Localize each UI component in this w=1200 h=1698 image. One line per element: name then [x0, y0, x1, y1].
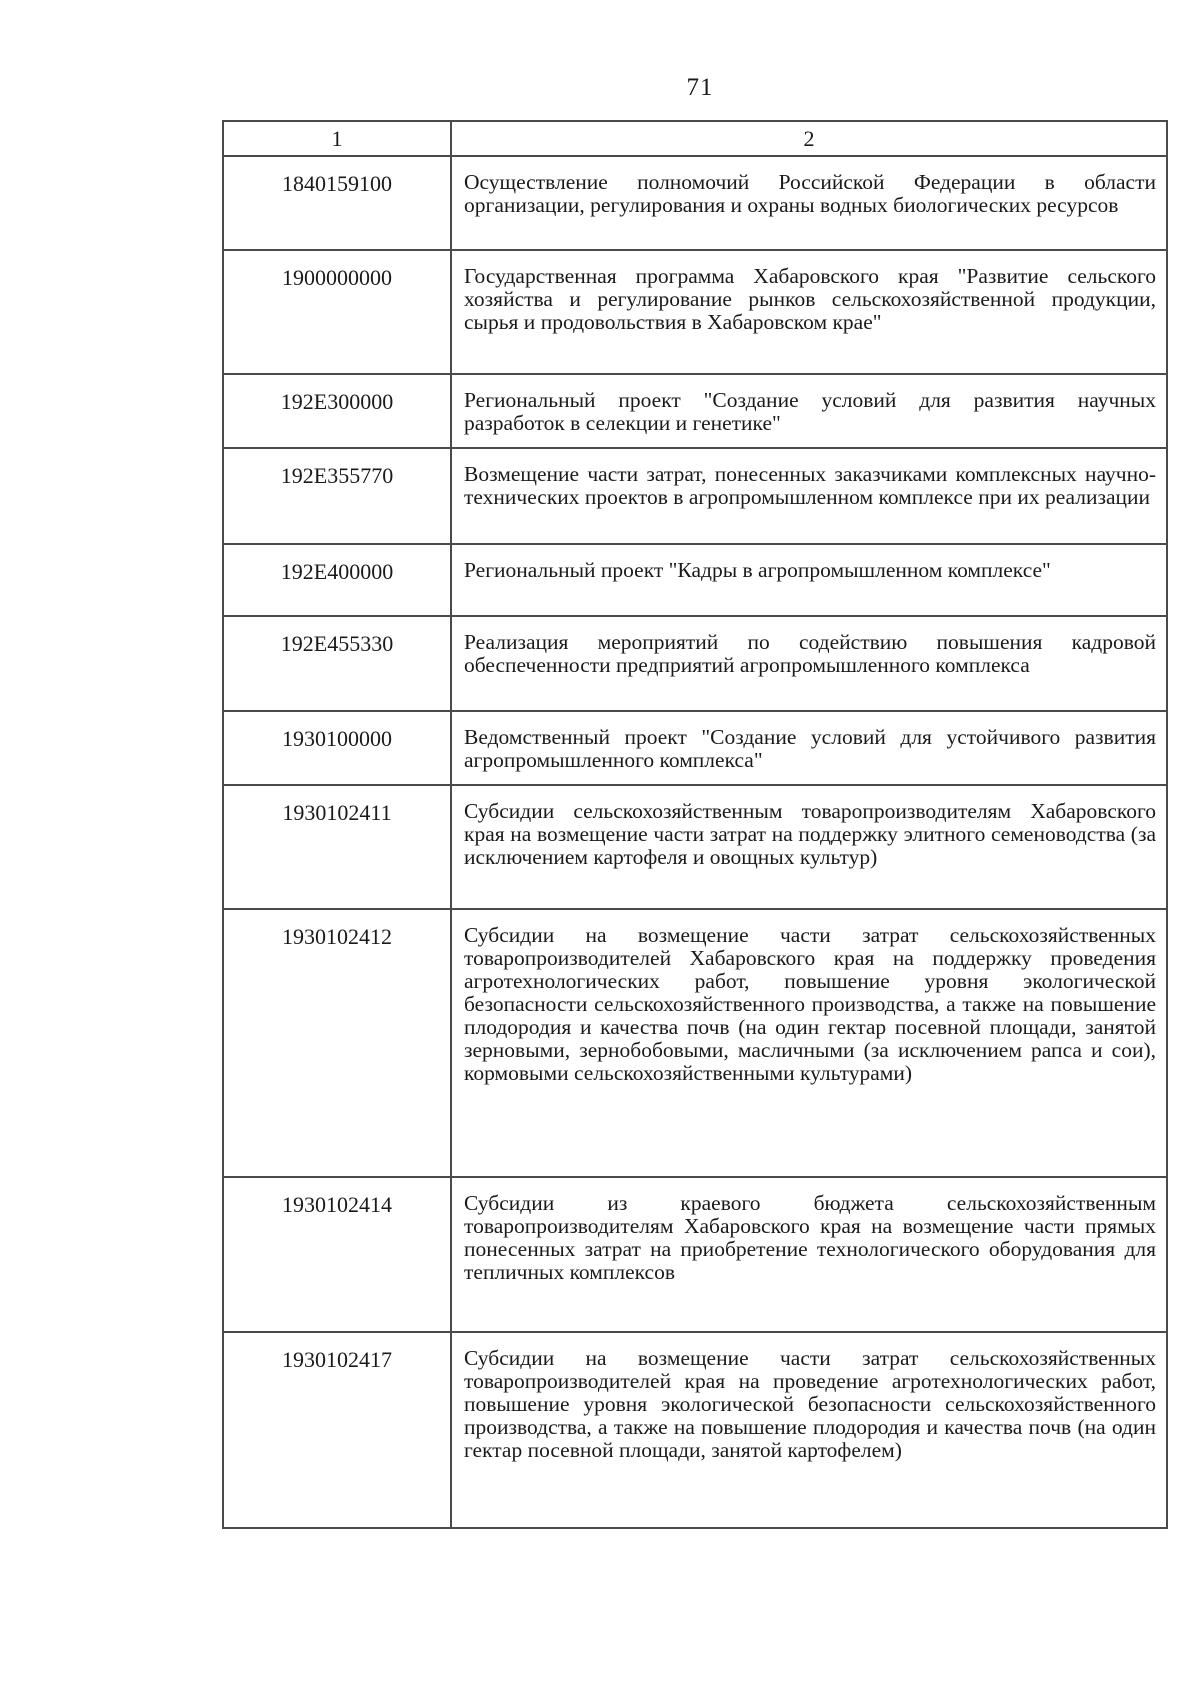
table-row: [223, 156, 1167, 250]
row-description: Субсидии на возмещение части затрат сельскохозяйственных товаропроизводителей края на проведение агротехнологических работ, повышение уровня экологической безопасности сельскохозяйственного производства, а также на повышение плодородия и качества почв (на один гектар посевной площади, занятой картофелем): [451, 1332, 1167, 1528]
table-row: [223, 711, 1167, 785]
row-description: Государственная программа Хабаровского края "Развитие сельского хозяйства и регулирование рынков сельскохозяйственной продукции, сырья и продовольствия в Хабаровском крае": [451, 250, 1167, 374]
row-description: Субсидии на возмещение части затрат сельскохозяйственных товаропроизводителей Хабаровского края на поддержку проведения агротехнологических работ, повышение уровня экологической безопасности сельскохозяйственного производства, а также на повышение плодородия и качества почв (на один гектар посевной площади, занятой зерновыми, зернобобовыми, масличными (за исключением рапса и сои), кормовыми сельскохозяйственными культурами): [451, 909, 1167, 1177]
row-description: Субсидии сельскохозяйственным товаропроизводителям Хабаровского края на возмещение части затрат на поддержку элитного семеноводства (за исключением картофеля и овощных культур): [451, 785, 1167, 909]
column-header-description: 2: [451, 121, 1167, 156]
table-header-row: [223, 121, 1167, 156]
row-code: 1900000000: [223, 250, 451, 374]
table-row: [223, 448, 1167, 544]
table-row: [223, 250, 1167, 374]
column-header-code: 1: [223, 121, 451, 156]
table-row: [223, 544, 1167, 616]
row-description: Региональный проект "Создание условий для развития научных разработок в селекции и генетике": [451, 374, 1167, 448]
row-description: Субсидии из краевого бюджета сельскохозяйственным товаропроизводителям Хабаровского края на возмещение части прямых понесенных затрат на приобретение технологического оборудования для тепличных комплексов: [451, 1177, 1167, 1332]
row-code: 1930102414: [223, 1177, 451, 1332]
table-row: [223, 909, 1167, 1177]
row-description: Реализация мероприятий по содействию повышения кадровой обеспеченности предприятий агропромышленного комплекса: [451, 616, 1167, 711]
table-row: [223, 785, 1167, 909]
table-row: [223, 616, 1167, 711]
budget-code-table: [222, 120, 1168, 1529]
row-code: 1930100000: [223, 711, 451, 785]
row-code: 192E455330: [223, 616, 451, 711]
row-code: 192E355770: [223, 448, 451, 544]
row-code: 192E400000: [223, 544, 451, 616]
table-row: [223, 1332, 1167, 1528]
row-description: Региональный проект "Кадры в агропромышленном комплексе": [451, 544, 1167, 616]
row-code: 192E300000: [223, 374, 451, 448]
table-row: [223, 374, 1167, 448]
row-code: 1930102411: [223, 785, 451, 909]
row-code: 1930102417: [223, 1332, 451, 1528]
row-code: 1840159100: [223, 156, 451, 250]
row-description: Возмещение части затрат, понесенных заказчиками комплексных научно-технических проектов в агропромышленном комплексе при их реализации: [451, 448, 1167, 544]
row-description: Ведомственный проект "Создание условий для устойчивого развития агропромышленного комплекса": [451, 711, 1167, 785]
row-description: Осуществление полномочий Российской Федерации в области организации, регулирования и охраны водных биологических ресурсов: [451, 156, 1167, 250]
page-number: 71: [686, 74, 714, 101]
row-code: 1930102412: [223, 909, 451, 1177]
table-row: [223, 1177, 1167, 1332]
